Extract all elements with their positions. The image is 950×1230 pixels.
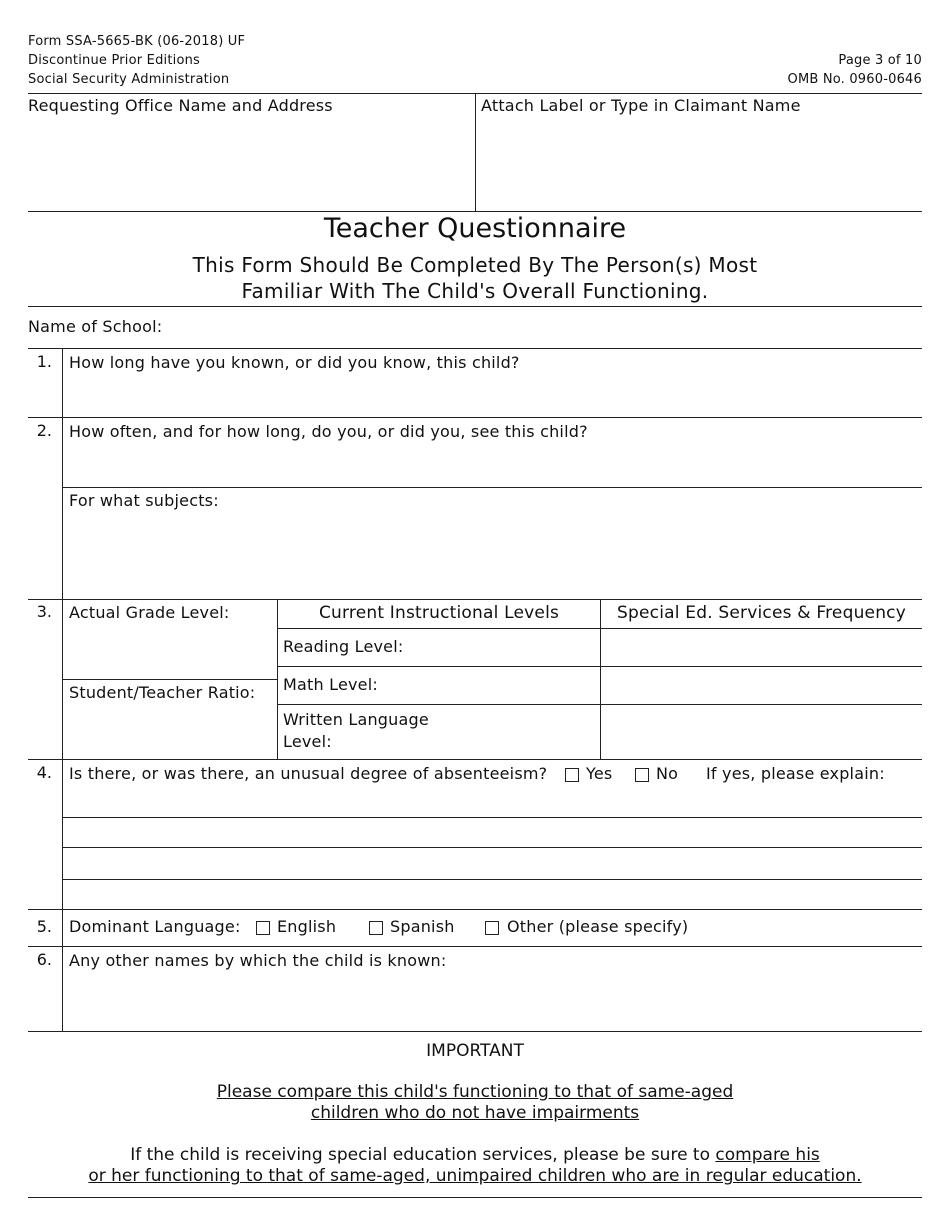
- divider: [277, 599, 278, 759]
- form-id: Form SSA-5665-BK (06-2018) UF: [28, 34, 246, 49]
- question-5-number: 5.: [36, 917, 52, 936]
- language-english-checkbox[interactable]: [256, 921, 270, 935]
- important-heading: IMPORTANT: [426, 1041, 524, 1061]
- language-other-checkbox[interactable]: [485, 921, 499, 935]
- divider: [277, 704, 922, 705]
- divider: [62, 487, 922, 488]
- absenteeism-no-checkbox[interactable]: [635, 768, 649, 782]
- absenteeism-yes-label: Yes: [586, 764, 613, 783]
- form-subtitle-line1: This Form Should Be Completed By The Person(s) Most: [192, 253, 758, 277]
- divider: [28, 348, 922, 349]
- divider: [28, 1197, 922, 1198]
- divider: [28, 946, 922, 947]
- requesting-office-label: Requesting Office Name and Address: [28, 96, 333, 115]
- divider: [28, 306, 922, 307]
- written-language-label-line2: Level:: [283, 732, 332, 751]
- language-english-label: English: [277, 917, 337, 936]
- page-number: Page 3 of 10: [838, 53, 922, 68]
- subjects-answer-field[interactable]: [63, 514, 921, 598]
- question-2-text: How often, and for how long, do you, or did you, see this child?: [69, 422, 588, 441]
- school-name-field[interactable]: [170, 312, 920, 346]
- reading-special-ed-field[interactable]: [601, 630, 921, 664]
- question-4-text: Is there, or was there, an unusual degree of absenteeism?: [69, 764, 548, 783]
- divider: [28, 599, 922, 600]
- question-1-answer-field[interactable]: [63, 376, 921, 416]
- special-ed-note: [28, 1145, 922, 1166]
- question-2-number: 2.: [36, 421, 52, 440]
- divider: [62, 679, 277, 680]
- written-language-label-line1: Written Language: [283, 710, 429, 729]
- instructional-levels-header: Current Instructional Levels: [318, 603, 560, 623]
- absenteeism-explain-field[interactable]: [63, 819, 921, 846]
- math-level-field[interactable]: [390, 668, 598, 702]
- divider: [28, 1031, 922, 1032]
- math-special-ed-field[interactable]: [601, 668, 921, 702]
- question-6-number: 6.: [36, 950, 52, 969]
- divider: [28, 759, 922, 760]
- student-teacher-ratio-label: Student/Teacher Ratio:: [69, 683, 256, 702]
- question-2-answer-field[interactable]: [63, 445, 921, 486]
- absenteeism-explain-field[interactable]: [63, 881, 921, 908]
- question-4-number: 4.: [36, 763, 52, 782]
- language-other-field[interactable]: [700, 912, 920, 944]
- form-title: Teacher Questionnaire: [323, 213, 627, 244]
- special-ed-prefix: If the child is receiving special education services, please be sure to: [130, 1145, 716, 1165]
- question-6-text: Any other names by which the child is known:: [69, 951, 447, 970]
- language-spanish-label: Spanish: [390, 917, 455, 936]
- important-compare-text: [28, 1082, 922, 1103]
- language-spanish-checkbox[interactable]: [369, 921, 383, 935]
- claimant-name-field[interactable]: [476, 118, 922, 210]
- special-ed-underlined: compare his: [715, 1145, 820, 1165]
- school-name-label: Name of School:: [28, 317, 163, 336]
- editions-note: Discontinue Prior Editions: [28, 53, 201, 68]
- divider: [277, 666, 922, 667]
- reading-level-field[interactable]: [410, 630, 598, 664]
- other-names-field[interactable]: [63, 974, 921, 1029]
- math-level-label: Math Level:: [283, 675, 378, 694]
- compare-line-2: children who do not have impairments: [310, 1103, 640, 1123]
- written-special-ed-field[interactable]: [601, 706, 921, 758]
- written-language-field[interactable]: [340, 726, 598, 758]
- absenteeism-explain-field[interactable]: [63, 849, 921, 878]
- requesting-office-field[interactable]: [28, 118, 474, 210]
- absenteeism-explain-field[interactable]: [63, 788, 921, 816]
- special-ed-note: [28, 1166, 922, 1187]
- absenteeism-yes-checkbox[interactable]: [565, 768, 579, 782]
- divider: [28, 909, 922, 910]
- divider: [28, 417, 922, 418]
- subjects-label: For what subjects:: [69, 491, 219, 510]
- student-teacher-ratio-field[interactable]: [63, 706, 276, 758]
- divider: [62, 817, 922, 818]
- divider: [62, 847, 922, 848]
- reading-level-label: Reading Level:: [283, 637, 404, 656]
- divider: [62, 879, 922, 880]
- divider: [277, 628, 922, 629]
- grade-level-field[interactable]: [63, 626, 276, 678]
- special-ed-line-2: or her functioning to that of same-aged, unimpaired children who are in regular education.: [88, 1166, 862, 1186]
- question-1-text: How long have you known, or did you know, this child?: [69, 353, 520, 372]
- omb-number: OMB No. 0960-0646: [787, 72, 922, 87]
- compare-line-1: Please compare this child's functioning to that of same-aged: [216, 1082, 734, 1102]
- question-3-number: 3.: [36, 602, 52, 621]
- important-compare-text: [28, 1103, 922, 1124]
- special-ed-header: Special Ed. Services & Frequency: [617, 603, 906, 623]
- language-other-label: Other (please specify): [507, 917, 689, 936]
- question-1-number: 1.: [36, 352, 52, 371]
- form-subtitle-line2: Familiar With The Child's Overall Functioning.: [241, 279, 709, 303]
- question-5-text: Dominant Language:: [69, 917, 241, 936]
- absenteeism-explain-label: If yes, please explain:: [706, 764, 885, 783]
- grade-level-label: Actual Grade Level:: [69, 603, 230, 622]
- claimant-name-label: Attach Label or Type in Claimant Name: [481, 96, 801, 115]
- agency-name: Social Security Administration: [28, 72, 230, 87]
- absenteeism-no-label: No: [656, 764, 679, 783]
